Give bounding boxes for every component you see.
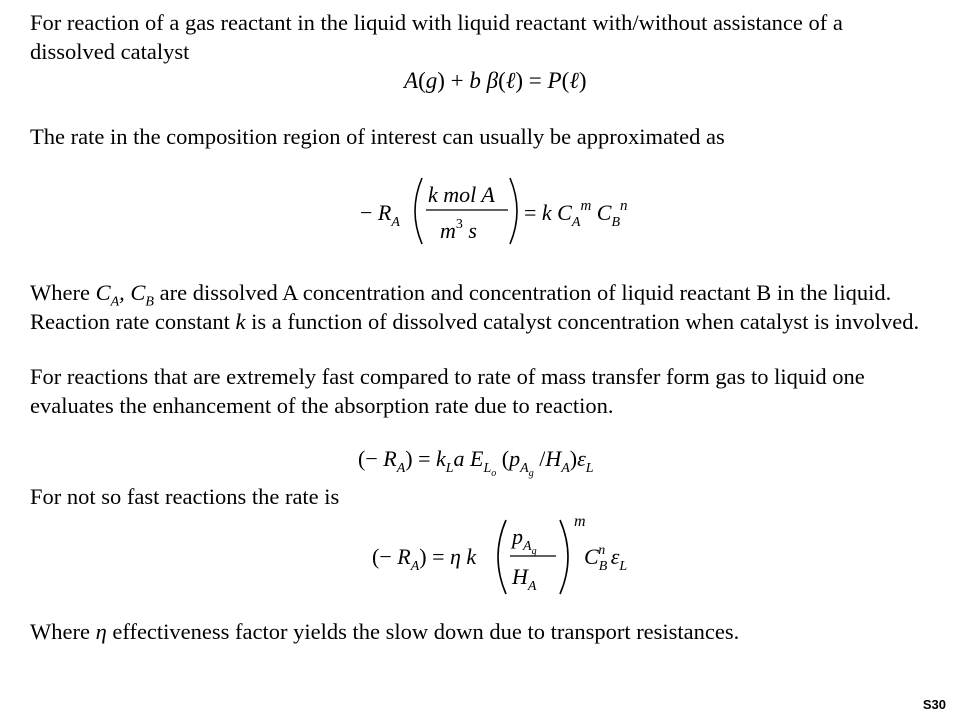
rate-units-num: k mol A [428, 182, 495, 207]
intro-line-1: For reaction of a gas reactant in the liquid with liquid reactant with/without assistance of a [30, 10, 843, 35]
rate-constant-line [30, 307, 919, 336]
reaction-equation-svg [404, 60, 614, 100]
fast-equation-svg [358, 438, 668, 480]
rate-const-symbol: k [235, 309, 246, 334]
slow-equation-svg [372, 512, 662, 602]
rate-right-paren [510, 178, 517, 244]
slow-right-paren [560, 520, 568, 594]
rate-const-prefix: Reaction rate constant [30, 309, 230, 334]
fast-equation [358, 438, 668, 480]
rate-left-paren [415, 178, 422, 244]
where2-prefix: Where [30, 619, 90, 644]
where1-symbols: $C_A$, $C_B$ [95, 280, 154, 310]
rate-const-suffix: is a function of dissolved catalyst concentration when catalyst is involved. [251, 309, 920, 334]
slow-intro: For not so fast reactions the rate is [30, 484, 340, 509]
rate-rhs: = k $C_A^m$ $C_B^n$ [524, 198, 628, 230]
where1-suffix: are dissolved A concentration and concentration of liquid reactant B in the liquid. [159, 280, 892, 305]
intro-line-2: dissolved catalyst [30, 39, 190, 64]
slow-rhs: $C_Bn$ $\varepsilon_L$ [584, 543, 628, 574]
fast-line-2: evaluates the enhancement of the absorption rate due to reaction. [30, 393, 614, 418]
where2-symbol: η [95, 619, 107, 644]
fast-line-1: For reactions that are extremely fast compared to rate of mass transfer form gas to liquid one [30, 364, 865, 389]
reaction-equation [404, 60, 614, 100]
slow-equation [372, 512, 662, 602]
where-eta-line [30, 617, 739, 646]
reaction-term-a: A(g) + b β(ℓ) = P(ℓ) [404, 68, 587, 93]
rate-intro: The rate in the composition region of interest can usually be approximated as [30, 124, 725, 149]
rate-units-den: $m^3$ s [440, 217, 477, 243]
slow-den: $H_A$ [512, 564, 537, 594]
slide-number: S30 [922, 697, 946, 712]
where2-suffix: effectiveness factor yields the slow down due to transport resistances. [112, 619, 740, 644]
rate-lhs: − $R_A$ [360, 200, 400, 230]
rate-equation [360, 168, 680, 254]
slow-left-paren [498, 520, 506, 594]
where1-prefix: Where [30, 280, 90, 305]
slow-exponent: m [574, 513, 586, 530]
slow-lhs: (− $R_A) = \eta$ k [372, 544, 477, 574]
slow-num: $p_Ag$ [512, 524, 537, 557]
fast-equation-text: (− $R_A) = k_La$ $E_Lo$ ($p_Ag$ $/H_A)\varepsilon_L$ [358, 446, 594, 479]
rate-equation-svg [360, 168, 680, 254]
